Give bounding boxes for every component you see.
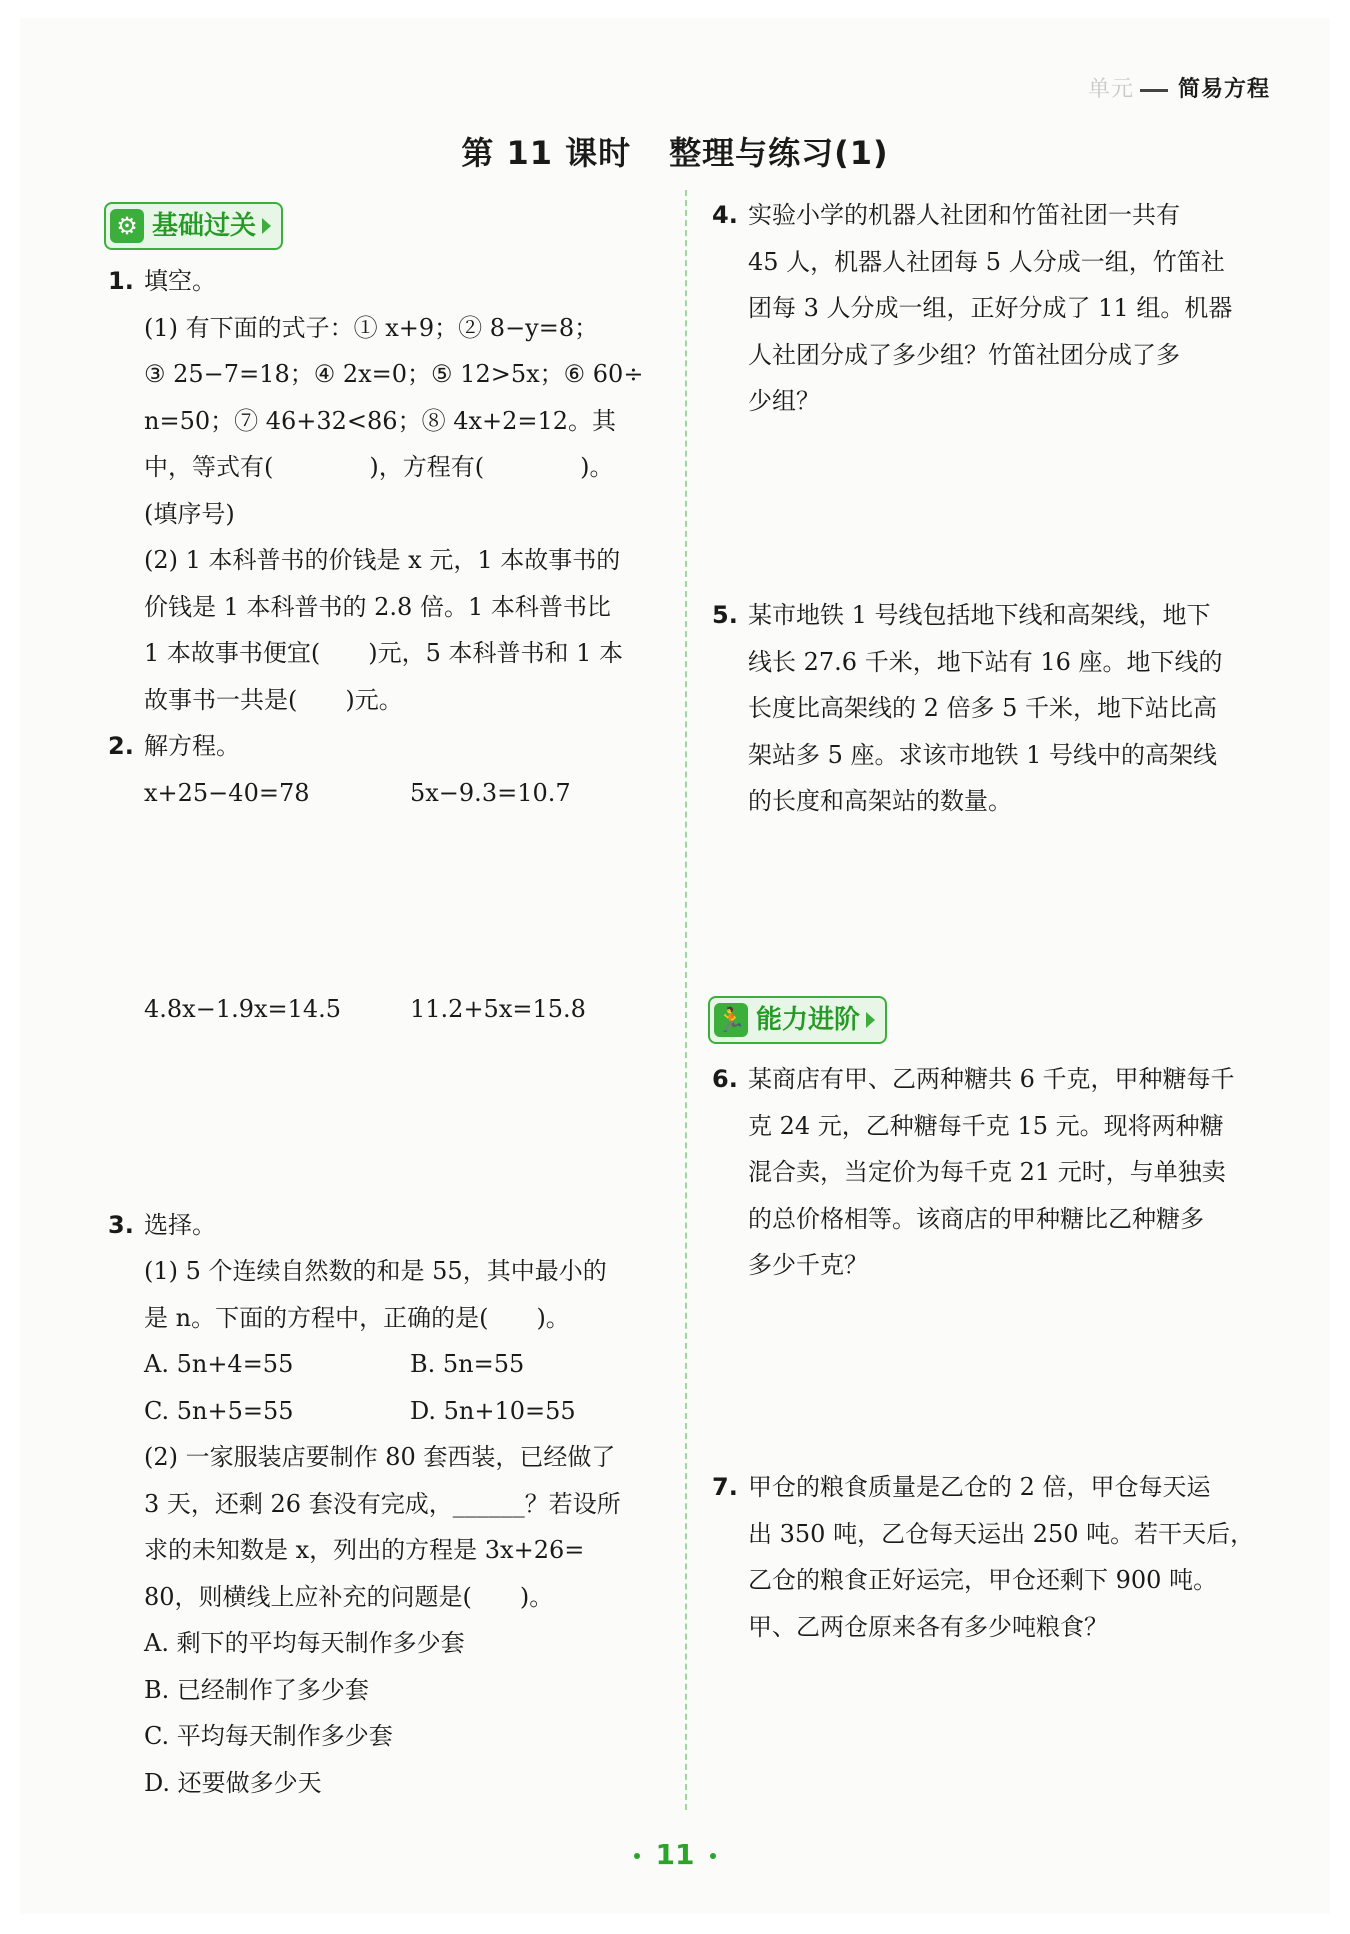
question-2 [108,723,673,1202]
q6-line: 某商店有甲、乙两种糖共 6 千克，甲种糖每千 [748,1065,1235,1093]
lesson-title [0,128,1350,174]
q4-line: 团每 3 人分成一组，正好分成了 11 组。机器 [748,294,1233,322]
section-title-advanced: 能力进阶 [756,1004,861,1035]
q7-line: 甲、乙两仓原来各有多少吨粮食？ [748,1612,1108,1641]
q7-line: 甲仓的粮食质量是乙仓的 2 倍，甲仓每天运 [748,1473,1211,1501]
option: A. 剩下的平均每天制作多少套 [144,1629,465,1657]
q1-line: 故事书一共是( )元。 [144,685,403,714]
option: D. 5n+10=55 [410,1396,576,1425]
option: D. 还要做多少天 [144,1768,322,1797]
q6-line: 多少千克？ [748,1251,868,1279]
column-divider [685,190,687,1810]
q5-line: 架站多 5 座。求该市地铁 1 号线中的高架线 [748,740,1218,769]
lesson-number: 第 11 课时 [461,134,632,172]
q5-line: 的长度和高架站的数量。 [748,787,1012,815]
q6-line: 克 24 元，乙种糖每千克 15 元。现将两种糖 [748,1111,1224,1140]
equation: 4.8x−1.9x=14.5 [144,994,342,1023]
section-title-basic: 基础过关 [152,210,257,241]
q3-line: 是 n。下面的方程中，正确的是( )。 [144,1303,570,1332]
chapter-title: 简易方程 [1177,77,1270,102]
gear-icon: ⚙ [110,209,144,243]
q5-line: 长度比高架线的 2 倍多 5 千米，地下站比高 [748,694,1218,722]
question-number: 4. [712,201,738,229]
q1-line: n=50；⑦ 46+32<86；⑧ 4x+2=12。其 [144,406,617,435]
q1-line: (填序号) [144,499,235,528]
q3-line: 80，则横线上应补充的问题是( )。 [144,1582,554,1611]
q6-line: 混合卖，当定价为每千克 21 元时，与单独卖 [748,1158,1226,1186]
section-badge-advanced [708,996,887,1044]
equation-row [108,986,673,1202]
chapter-header [1088,72,1270,103]
right-column [712,192,1278,1650]
question-stem: 填空。 [144,267,216,295]
q3-line: (1) 5 个连续自然数的和是 55，其中最小的 [144,1257,607,1285]
question-number: 5. [712,601,738,629]
question-stem: 解方程。 [144,732,240,760]
q5-line: 某市地铁 1 号线包括地下线和高架线，地下 [748,601,1211,629]
unit-label: 单元 [1087,77,1134,102]
q1-line: 价钱是 1 本科普书的 2.8 倍。1 本科普书比 [144,592,611,621]
question-4 [712,192,1278,592]
question-stem: 选择。 [144,1210,216,1239]
q7-line: 乙仓的粮食正好运完，甲仓还剩下 900 吨。 [748,1566,1218,1594]
option: B. 5n=55 [410,1350,525,1378]
question-number: 6. [712,1065,738,1093]
option-row [108,1341,673,1388]
lesson-topic: 整理与练习(1) [669,134,889,172]
equation: 11.2+5x=15.8 [410,994,586,1023]
question-1 [108,258,673,723]
q7-line: 出 350 吨，乙仓每天运出 250 吨。若干天后， [748,1519,1255,1548]
q1-line: (2) 1 本科普书的价钱是 x 元，1 本故事书的 [144,546,621,574]
option: C. 5n+5=55 [144,1396,294,1425]
equation: 5x−9.3=10.7 [410,778,571,807]
running-person-icon: 🏃 [714,1003,748,1037]
q3-line: 求的未知数是 x，列出的方程是 3x+26= [144,1536,585,1564]
equation: x+25−40=78 [144,778,310,807]
dot-icon [710,1853,716,1859]
q4-line: 少组？ [748,387,820,415]
q1-line: 1 本故事书便宜( )元，5 本科普书和 1 本 [144,639,624,667]
question-5 [712,592,1278,996]
option: C. 平均每天制作多少套 [144,1722,393,1750]
q6-line: 的总价格相等。该商店的甲种糖比乙种糖多 [748,1204,1204,1233]
page-number [0,1838,1350,1871]
question-number: 7. [712,1473,738,1501]
q1-line: (1) 有下面的式子：① x+9；② 8−y=8； [144,313,599,342]
question-6 [712,1056,1278,1464]
question-number: 2. [108,732,134,760]
question-7 [712,1464,1278,1650]
q4-line: 实验小学的机器人社团和竹笛社团一共有 [748,201,1180,229]
option: A. 5n+4=55 [144,1350,294,1378]
equation-row [108,770,673,986]
dot-icon [634,1853,640,1859]
question-number: 1. [108,267,134,295]
question-number: 3. [108,1210,134,1239]
arrow-icon [262,218,271,234]
q5-line: 线长 27.6 千米，地下站有 16 座。地下线的 [748,647,1223,676]
page-number-value: 11 [655,1838,695,1871]
question-3 [108,1202,673,1807]
q4-line: 45 人，机器人社团每 5 人分成一组，竹笛社 [748,247,1225,276]
left-column [108,202,673,1806]
q3-line: 3 天，还剩 26 套没有完成，______？若设所 [144,1489,621,1518]
section-badge-basic [104,202,283,250]
option-row [108,1388,673,1435]
option: B. 已经制作了多少套 [144,1675,369,1704]
q1-line: 中，等式有( )，方程有( )。 [144,453,614,481]
q4-line: 人社团分成了多少组？竹笛社团分成了多 [748,340,1180,369]
q1-line: ③ 25−7=18；④ 2x=0；⑤ 12>5x；⑥ 60÷ [144,360,644,388]
header-dash [1140,89,1168,92]
q3-line: (2) 一家服装店要制作 80 套西装，已经做了 [144,1443,616,1471]
arrow-icon [866,1012,875,1028]
